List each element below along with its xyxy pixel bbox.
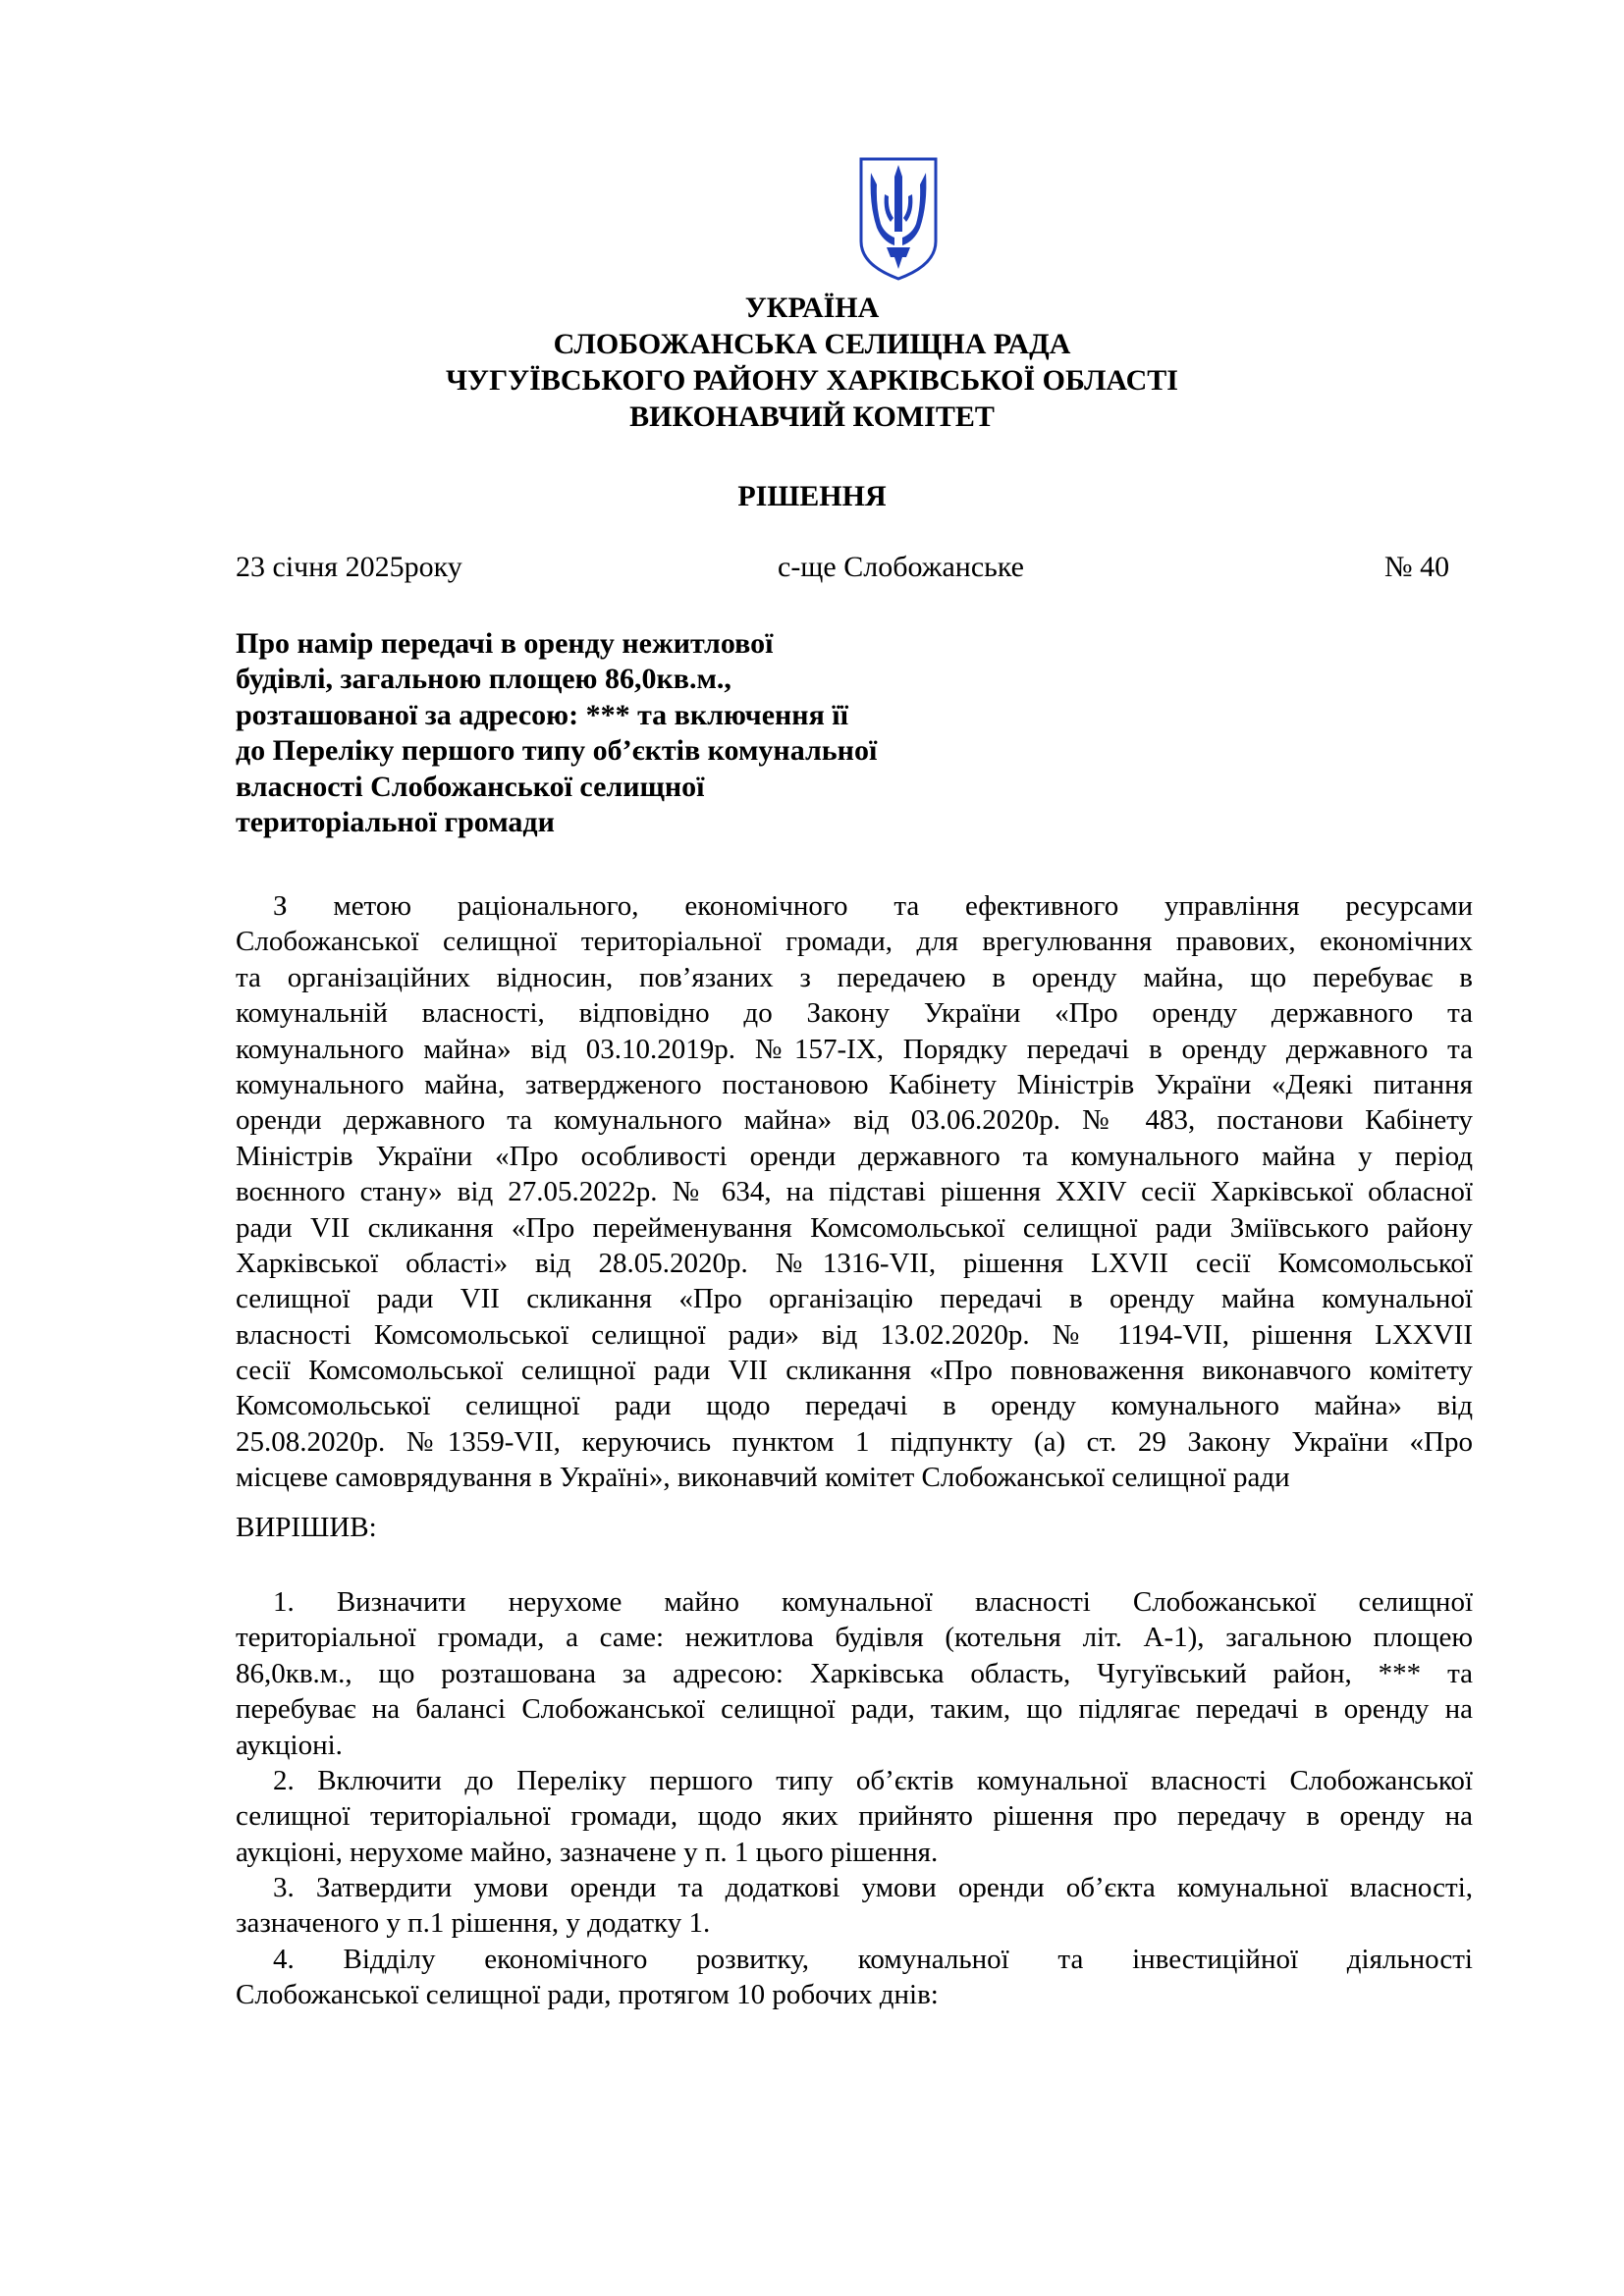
decision-item-1: [236, 1584, 1473, 1763]
subject-line: будівлі, загальною площею 86,0кв.м.,: [236, 663, 731, 696]
item-line: 86,0кв.м., що розташована за адресою: Харківська область, Чугуївський район, *** та: [236, 1657, 1473, 1689]
resolved-label: ВИРІШИВ:: [236, 1512, 377, 1543]
document-header: [0, 290, 1624, 435]
item-line: зазначеного у п.1 рішення, у додатку 1.: [236, 1907, 711, 1940]
subject-line: до Переліку першого типу об’єктів комунальної: [236, 734, 878, 768]
preamble-line: ради VII скликання «Про перейменування Комсомольської селищної ради Зміївського району: [236, 1211, 1473, 1244]
preamble-line: Слобожанської селищної територіальної громади, для врегулювання правових, економічних: [236, 926, 1473, 958]
decision-place: с-ще Слобожанське: [778, 551, 1024, 583]
subject-line: територіальної громади: [236, 806, 555, 839]
preamble-line: Міністрів України «Про особливості оренди державного та комунального майна у період: [236, 1140, 1473, 1172]
preamble-line: Комсомольської селищної ради щодо передачі в оренду комунального майна» від: [236, 1390, 1473, 1422]
item-line: територіальної громади, а саме: нежитлова будівля (котельня літ. А-1), загальною площею: [236, 1622, 1473, 1654]
decision-item-4: [236, 1942, 1473, 2013]
decision-subject: [236, 626, 982, 840]
preamble-line: оренди державного та комунального майна» від 03.06.2020р. № 483, постанови Кабінету: [236, 1104, 1473, 1137]
item-line: 3. Затвердити умови оренди та додаткові умови оренди об’єкта комунальної власності,: [273, 1872, 1473, 1903]
preamble-line: комунального майна» від 03.10.2019р. №157-IX, Порядку передачі в оренду державного та: [236, 1033, 1473, 1065]
header-committee: ВИКОНАВЧИЙ КОМІТЕТ: [629, 400, 995, 433]
header-district: ЧУГУЇВСЬКОГО РАЙОНУ ХАРКІВСЬКОЇ ОБЛАСТІ: [446, 364, 1178, 397]
subject-line: Про намір передачі в оренду нежитлової: [236, 627, 774, 660]
subject-line: власності Слобожанської селищної: [236, 770, 705, 803]
header-council: СЛОБОЖАНСЬКА СЕЛИЩНА РАДА: [553, 328, 1071, 360]
preamble-line: З метою раціонального, економічного та ефективного управління ресурсами: [273, 890, 1473, 922]
preamble-line: та організаційних відносин, пов’язаних з передачею в оренду майна, що перебуває в: [236, 961, 1473, 993]
preamble-line: селищної ради VII скликання «Про організацію передачі в оренду майна комунальної: [236, 1283, 1473, 1315]
subject-line: розташованої за адресою: *** та включення її: [236, 698, 848, 731]
trident-emblem-icon: [857, 155, 940, 283]
decision-item-2: [236, 1763, 1473, 1870]
decision-number: № 40: [1384, 551, 1450, 583]
preamble-line: 25.08.2020р. №1359-VII, керуючись пунктом 1 підпункту (а) ст. 29 Закону України «Про: [236, 1425, 1473, 1458]
decision-item-3: [236, 1870, 1473, 1942]
preamble-line: комунального майна, затвердженого постановою Кабінету Міністрів України «Деякі питання: [236, 1068, 1473, 1100]
item-line: перебуває на балансі Слобожанської селищної ради, таким, що підлягає передачі в оренду на: [236, 1693, 1473, 1726]
preamble-line: місцеве самоврядування в Україні», виконавчий комітет Слобожанської селищної ради: [236, 1462, 1290, 1494]
item-line: аукціоні.: [236, 1729, 343, 1761]
header-country: УКРАЇНА: [744, 292, 880, 324]
decision-date: 23 січня 2025року: [236, 551, 462, 583]
item-line: Слобожанської селищної ради, протягом 10 робочих днів:: [236, 1979, 939, 2011]
item-line: 1. Визначити нерухоме майно комунальної власності Слобожанської селищної: [273, 1586, 1473, 1618]
item-line: 2. Включити до Переліку першого типу об’єктів комунальної власності Слобожанської: [273, 1765, 1473, 1796]
decision-title: РІШЕННЯ: [737, 480, 887, 512]
preamble-paragraph: [236, 888, 1473, 1496]
preamble-line: комунальній власності, відповідно до Закону України «Про оренду державного та: [236, 997, 1473, 1030]
preamble-line: Харківської області» від 28.05.2020р. №1316-VII, рішення LXVII сесії Комсомольської: [236, 1247, 1473, 1279]
preamble-line: воєнного стану» від 27.05.2022р. № 634, на підставі рішення XXIV сесії Харківської обласної: [236, 1176, 1473, 1208]
item-line: аукціоні, нерухоме майно, зазначене у п. 1 цього рішення.: [236, 1836, 939, 1868]
preamble-line: сесії Комсомольської селищної ради VII скликання «Про повноваження виконавчого комітету: [236, 1355, 1473, 1387]
preamble-line: власності Комсомольської селищної ради» від 13.02.2020р. № 1194-VII, рішення LXXVII: [236, 1318, 1473, 1351]
item-line: селищної територіальної громади, щодо яких прийнято рішення про передачу в оренду на: [236, 1800, 1473, 1833]
item-line: 4. Відділу економічного розвитку, комунальної та інвестиційної діяльності: [273, 1944, 1473, 1975]
